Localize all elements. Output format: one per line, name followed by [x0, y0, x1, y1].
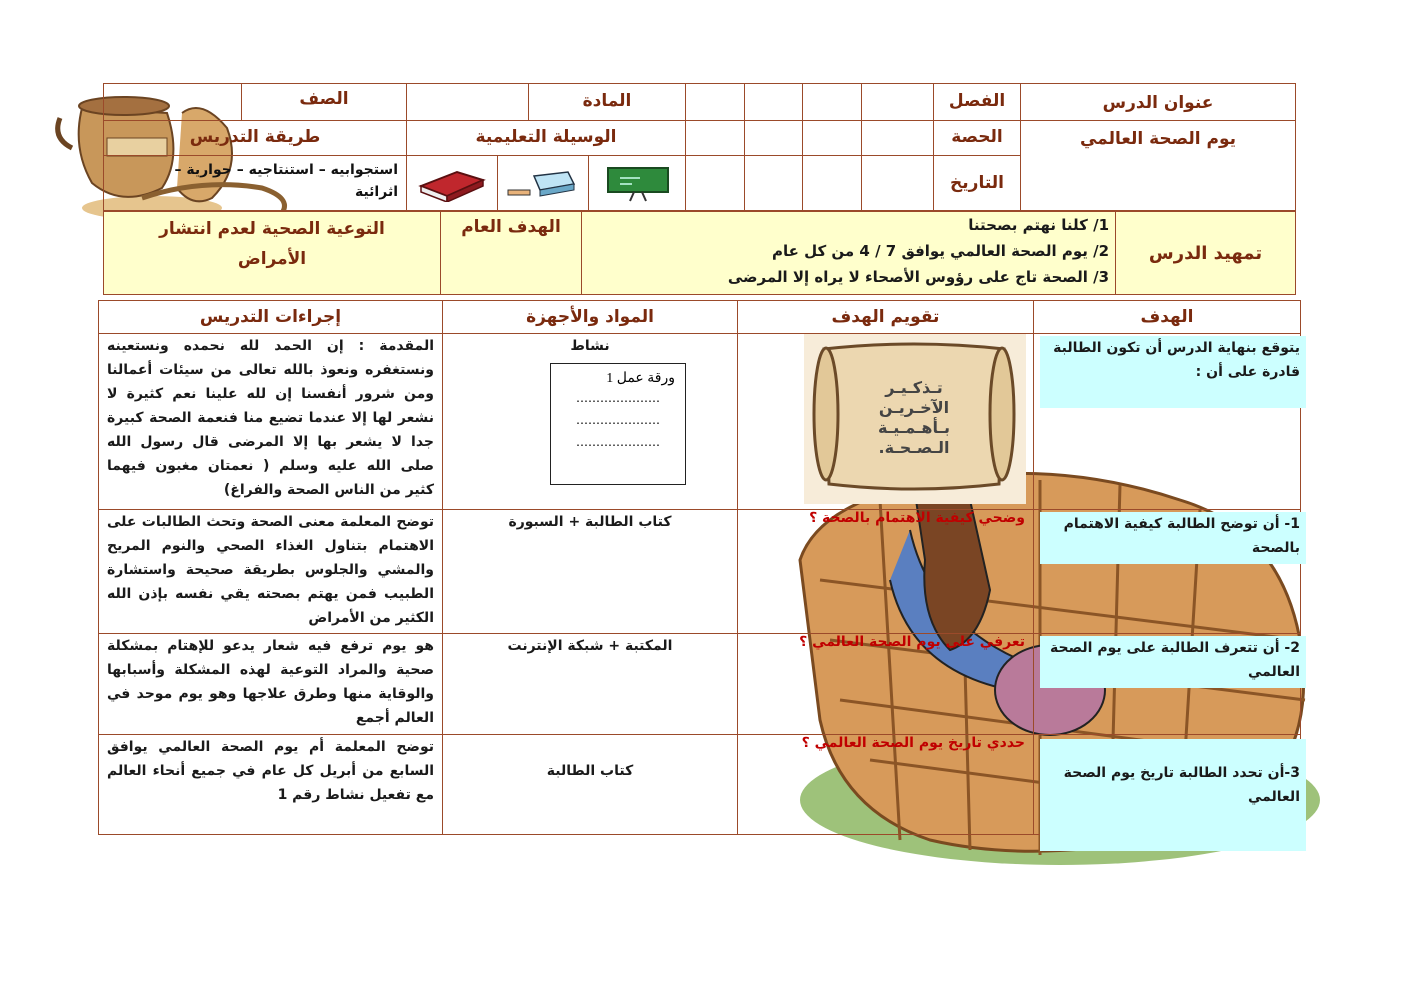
- scroll-line: الـصـحـة.: [878, 438, 950, 457]
- worksheet-line: …………………: [576, 435, 660, 449]
- empty-cell: [744, 83, 803, 121]
- intro-label: تمهيد الدرس: [1115, 211, 1296, 295]
- scroll-line: بـأهـمـيـة: [878, 418, 950, 437]
- lesson-title-value: يوم الصحة العالمي: [1079, 129, 1237, 149]
- subject-label: المادة: [528, 83, 686, 121]
- empty-cell: [802, 120, 862, 156]
- period-label: الحصة: [933, 120, 1021, 156]
- goal-cell: [1033, 333, 1301, 510]
- materials-text: نشاط: [570, 338, 610, 354]
- intro-point: 1/ كلنا نهتم بصحتنا: [968, 216, 1109, 234]
- goal-cell: [1033, 509, 1301, 634]
- general-goal-label: الهدف العام: [440, 211, 582, 295]
- grade-label: الصف: [241, 83, 407, 121]
- subject-value-cell: [406, 83, 529, 121]
- aid-board-cell: [406, 155, 498, 211]
- procedure-text: توضح المعلمة أم يوم الصحة العالمي يوافق السابع من أبريل كل عام في جميع أنحاء العالم مع تفعيل نشاط رقم 1: [107, 739, 434, 803]
- evaluation-text: وضحي كيفية الاهتمام بالصحة ؟: [809, 510, 1025, 526]
- scroll-line: الآخـريـن: [878, 398, 950, 417]
- materials-cell: [442, 509, 738, 634]
- lesson-title-label: عنوان الدرس: [1020, 83, 1296, 121]
- intro-point: 2/ يوم الصحة العالمي يوافق 7 / 4 من كل عام: [771, 242, 1109, 260]
- col-header-procedures: إجراءات التدريس: [98, 300, 443, 334]
- goal-text: يتوقع بنهاية الدرس أن تكون الطالبة قادرة على أن :: [1040, 336, 1306, 408]
- procedure-cell: [98, 333, 443, 510]
- evaluation-cell: [737, 509, 1034, 634]
- worksheet-title: ورقة عمل 1: [606, 371, 675, 386]
- lesson-title-cell: [1020, 120, 1296, 211]
- empty-cell: [861, 120, 934, 156]
- empty-cell: [685, 120, 745, 156]
- empty-cell: [744, 155, 803, 211]
- teaching-aid-label: الوسيلة التعليمية: [406, 120, 686, 156]
- aid-eraser-cell: [497, 155, 589, 211]
- evaluation-cell: [737, 734, 1034, 835]
- goal-text: 3-أن تحدد الطالبة تاريخ يوم الصحة العالمي: [1040, 739, 1306, 851]
- materials-cell: [442, 333, 738, 510]
- procedure-text: هو يوم ترفع فيه شعار يدعو للإهتام بمشكلة صحية والمراد التوعية لهذه المشكلة وأسبابها والوقاية منها وطرق علاجها وهو يوم موحد في العالم أجمع: [107, 638, 434, 726]
- date-label: التاريخ: [933, 155, 1021, 211]
- materials-text: كتاب الطالبة: [546, 763, 634, 779]
- col-header-evaluation: تقويم الهدف: [737, 300, 1034, 334]
- evaluation-text: تعرفي على يوم الصحة العالمي ؟: [799, 634, 1025, 650]
- evaluation-cell: [737, 333, 1034, 510]
- materials-cell: [442, 734, 738, 835]
- empty-cell: [802, 155, 862, 211]
- chalkboard-icon: [606, 166, 670, 202]
- materials-text: كتاب الطالبة + السبورة: [508, 514, 672, 530]
- book-icon: [417, 166, 487, 202]
- procedure-text: المقدمة : إن الحمد لله نحمده ونستعينه ونستغفره ونعوذ بالله تعالى من سيئات أعمالنا ومن شرور أنفسنا إن لله علينا نعم كثيرة لا نشعر لها إلا عندما تضيع منا فنعمة الصحة كبيرة جدا لا يشعر بها إلا المرضى قال رسول الله صلى الله عليه وسلم ( نعمتان مغبون فيهما كثير من الناس الصحة والفراغ): [107, 338, 434, 498]
- procedure-cell: [98, 734, 443, 835]
- scroll-line: تـذكـيـر: [885, 378, 943, 397]
- aid-chalkboard-cell: [588, 155, 686, 211]
- empty-cell: [861, 155, 934, 211]
- procedure-cell: [98, 509, 443, 634]
- evaluation-text: حددي تاريخ يوم الصحة العالمي ؟: [801, 735, 1025, 751]
- materials-cell: [442, 633, 738, 735]
- goal-cell: [1033, 734, 1301, 835]
- worksheet-box: [550, 363, 686, 485]
- teaching-method-cell: [103, 155, 407, 211]
- general-goal-value-cell: [103, 211, 441, 295]
- teaching-method-value: استجوابيه – استنتاجيه – حوارية – اثرائية: [174, 162, 398, 200]
- empty-cell: [802, 83, 862, 121]
- grade-value-cell: [103, 83, 242, 121]
- goal-cell: [1033, 633, 1301, 735]
- goal-text: 2- أن تتعرف الطالبة على يوم الصحة العالمي: [1040, 636, 1306, 688]
- teaching-method-label: طريقة التدريس: [103, 120, 407, 156]
- eraser-icon: [504, 168, 584, 204]
- col-header-materials: المواد والأجهزة: [442, 300, 738, 334]
- intro-point: 3/ الصحة تاج على رؤوس الأصحاء لا يراه إلا المرضى: [727, 268, 1109, 286]
- procedure-text: توضح المعلمة معنى الصحة وتحث الطالبات على الاهتمام بتناول الغذاء الصحي والنوم المريح والمشي والجلوس بطريقة صحيحة واستشارة الطبيب فمن يهتم بصحته يقي نفسه بإذن الله الكثير من الأمراض: [107, 514, 434, 626]
- general-goal-value: التوعية الصحية لعدم انتشار الأمراض: [159, 219, 385, 269]
- procedure-cell: [98, 633, 443, 735]
- intro-points-cell: [581, 211, 1116, 295]
- evaluation-cell: [737, 633, 1034, 735]
- worksheet-line: …………………: [576, 413, 660, 427]
- materials-text: المكتبة + شبكة الإنترنت: [507, 638, 673, 654]
- goal-text: 1- أن توضح الطالبة كيفية الاهتمام بالصحة: [1040, 512, 1306, 564]
- col-header-goal: الهدف: [1033, 300, 1301, 334]
- worksheet-line: …………………: [576, 391, 660, 405]
- empty-cell: [685, 83, 745, 121]
- empty-cell: [685, 155, 745, 211]
- term-label: الفصل: [933, 83, 1021, 121]
- empty-cell: [861, 83, 934, 121]
- empty-cell: [744, 120, 803, 156]
